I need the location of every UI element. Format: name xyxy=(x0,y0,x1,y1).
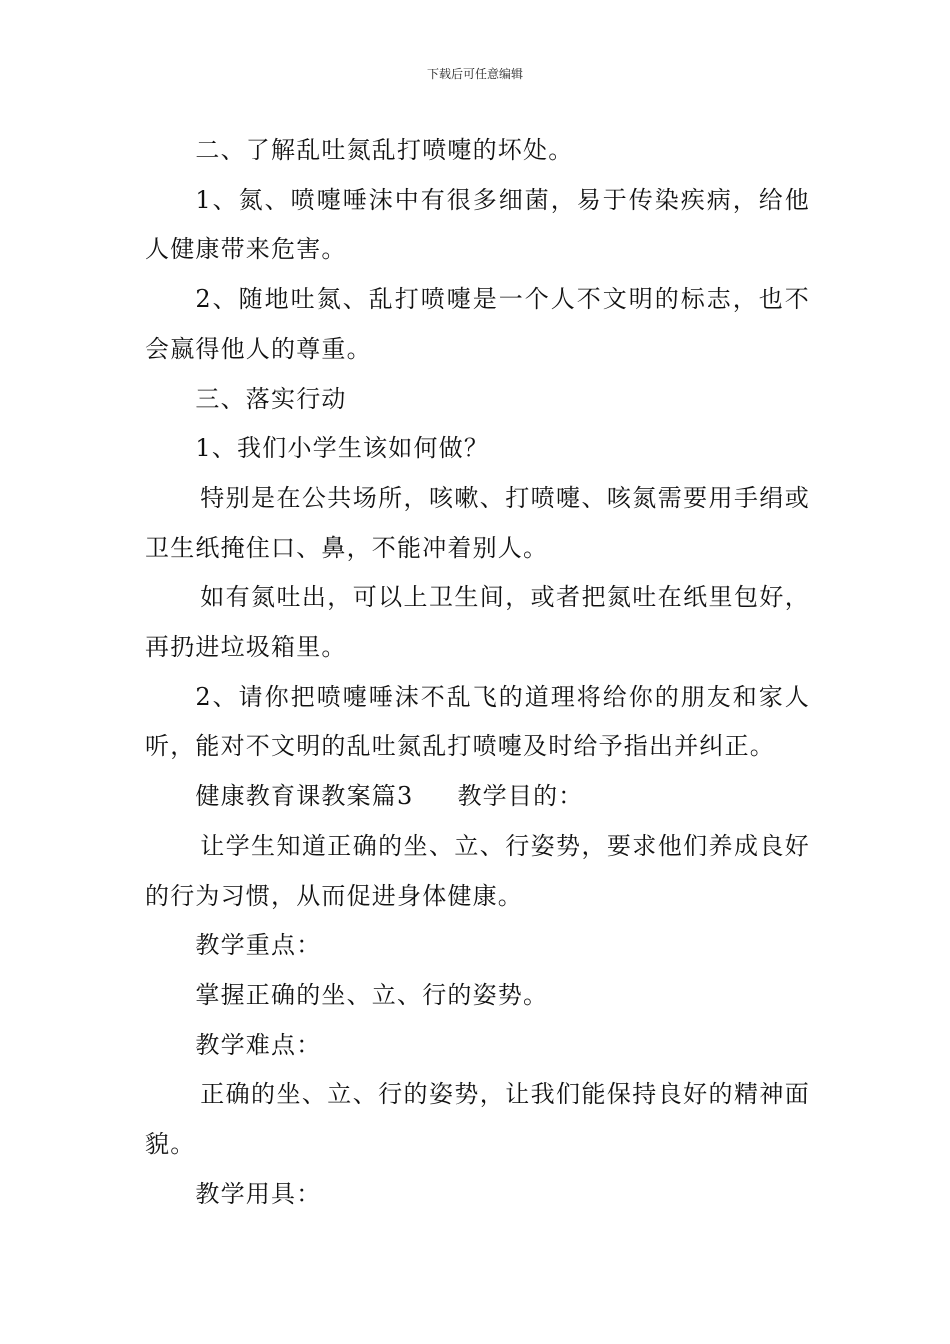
heading-teaching-tools: 教学用具： xyxy=(195,1179,322,1208)
section-subtitle: 教学目的： xyxy=(457,782,584,811)
heading-key-points: 教学重点： xyxy=(195,931,322,960)
paragraph-item-1: 1、氮、喷嚏唾沫中有很多细菌，易于传染疾病，给他人健康带来危害。 xyxy=(145,185,810,264)
paragraph-difficulties: 正确的坐、立、行的姿势，让我们能保持良好的精神面貌。 xyxy=(145,1080,810,1159)
paragraph-item-2: 2、随地吐氮、乱打喷嚏是一个人不文明的标志，也不会嬴得他人的尊重。 xyxy=(145,285,810,363)
paragraph-heading-3: 三、落实行动 xyxy=(195,384,347,413)
document-body xyxy=(145,126,810,1219)
heading-difficulties: 教学难点： xyxy=(195,1030,322,1059)
page-header: 下载后可任意编辑 xyxy=(426,67,523,81)
paragraph-public-places: 特别是在公共场所，咳嗽、打喷嚏、咳氮需要用手绢或卫生纸掩住口、鼻，不能冲着别人。 xyxy=(145,483,810,562)
paragraph-objective: 让学生知道正确的坐、立、行姿势，要求他们养成良好的行为习惯，从而促进身体健康。 xyxy=(145,831,810,910)
paragraph-tell-friends: 2、请你把喷嚏唾沫不乱飞的道理将给你的朋友和家人听，能对不文明的乱吐氮乱打喷嚏及时给予指出并纠正。 xyxy=(145,682,810,761)
paragraph-key-points: 掌握正确的坐、立、行的姿势。 xyxy=(195,980,549,1009)
paragraph-spit-paper: 如有氮吐出，可以上卫生间，或者把氮吐在纸里包好，再扔进垃圾箱里。 xyxy=(145,583,810,662)
section-title-line xyxy=(145,772,810,822)
paragraph-question: 1、我们小学生该如何做？ xyxy=(195,434,490,463)
paragraph-heading-2: 二、了解乱吐氮乱打喷嚏的坏处。 xyxy=(195,136,574,164)
section-title: 健康教育课教案篇3 xyxy=(195,782,414,811)
